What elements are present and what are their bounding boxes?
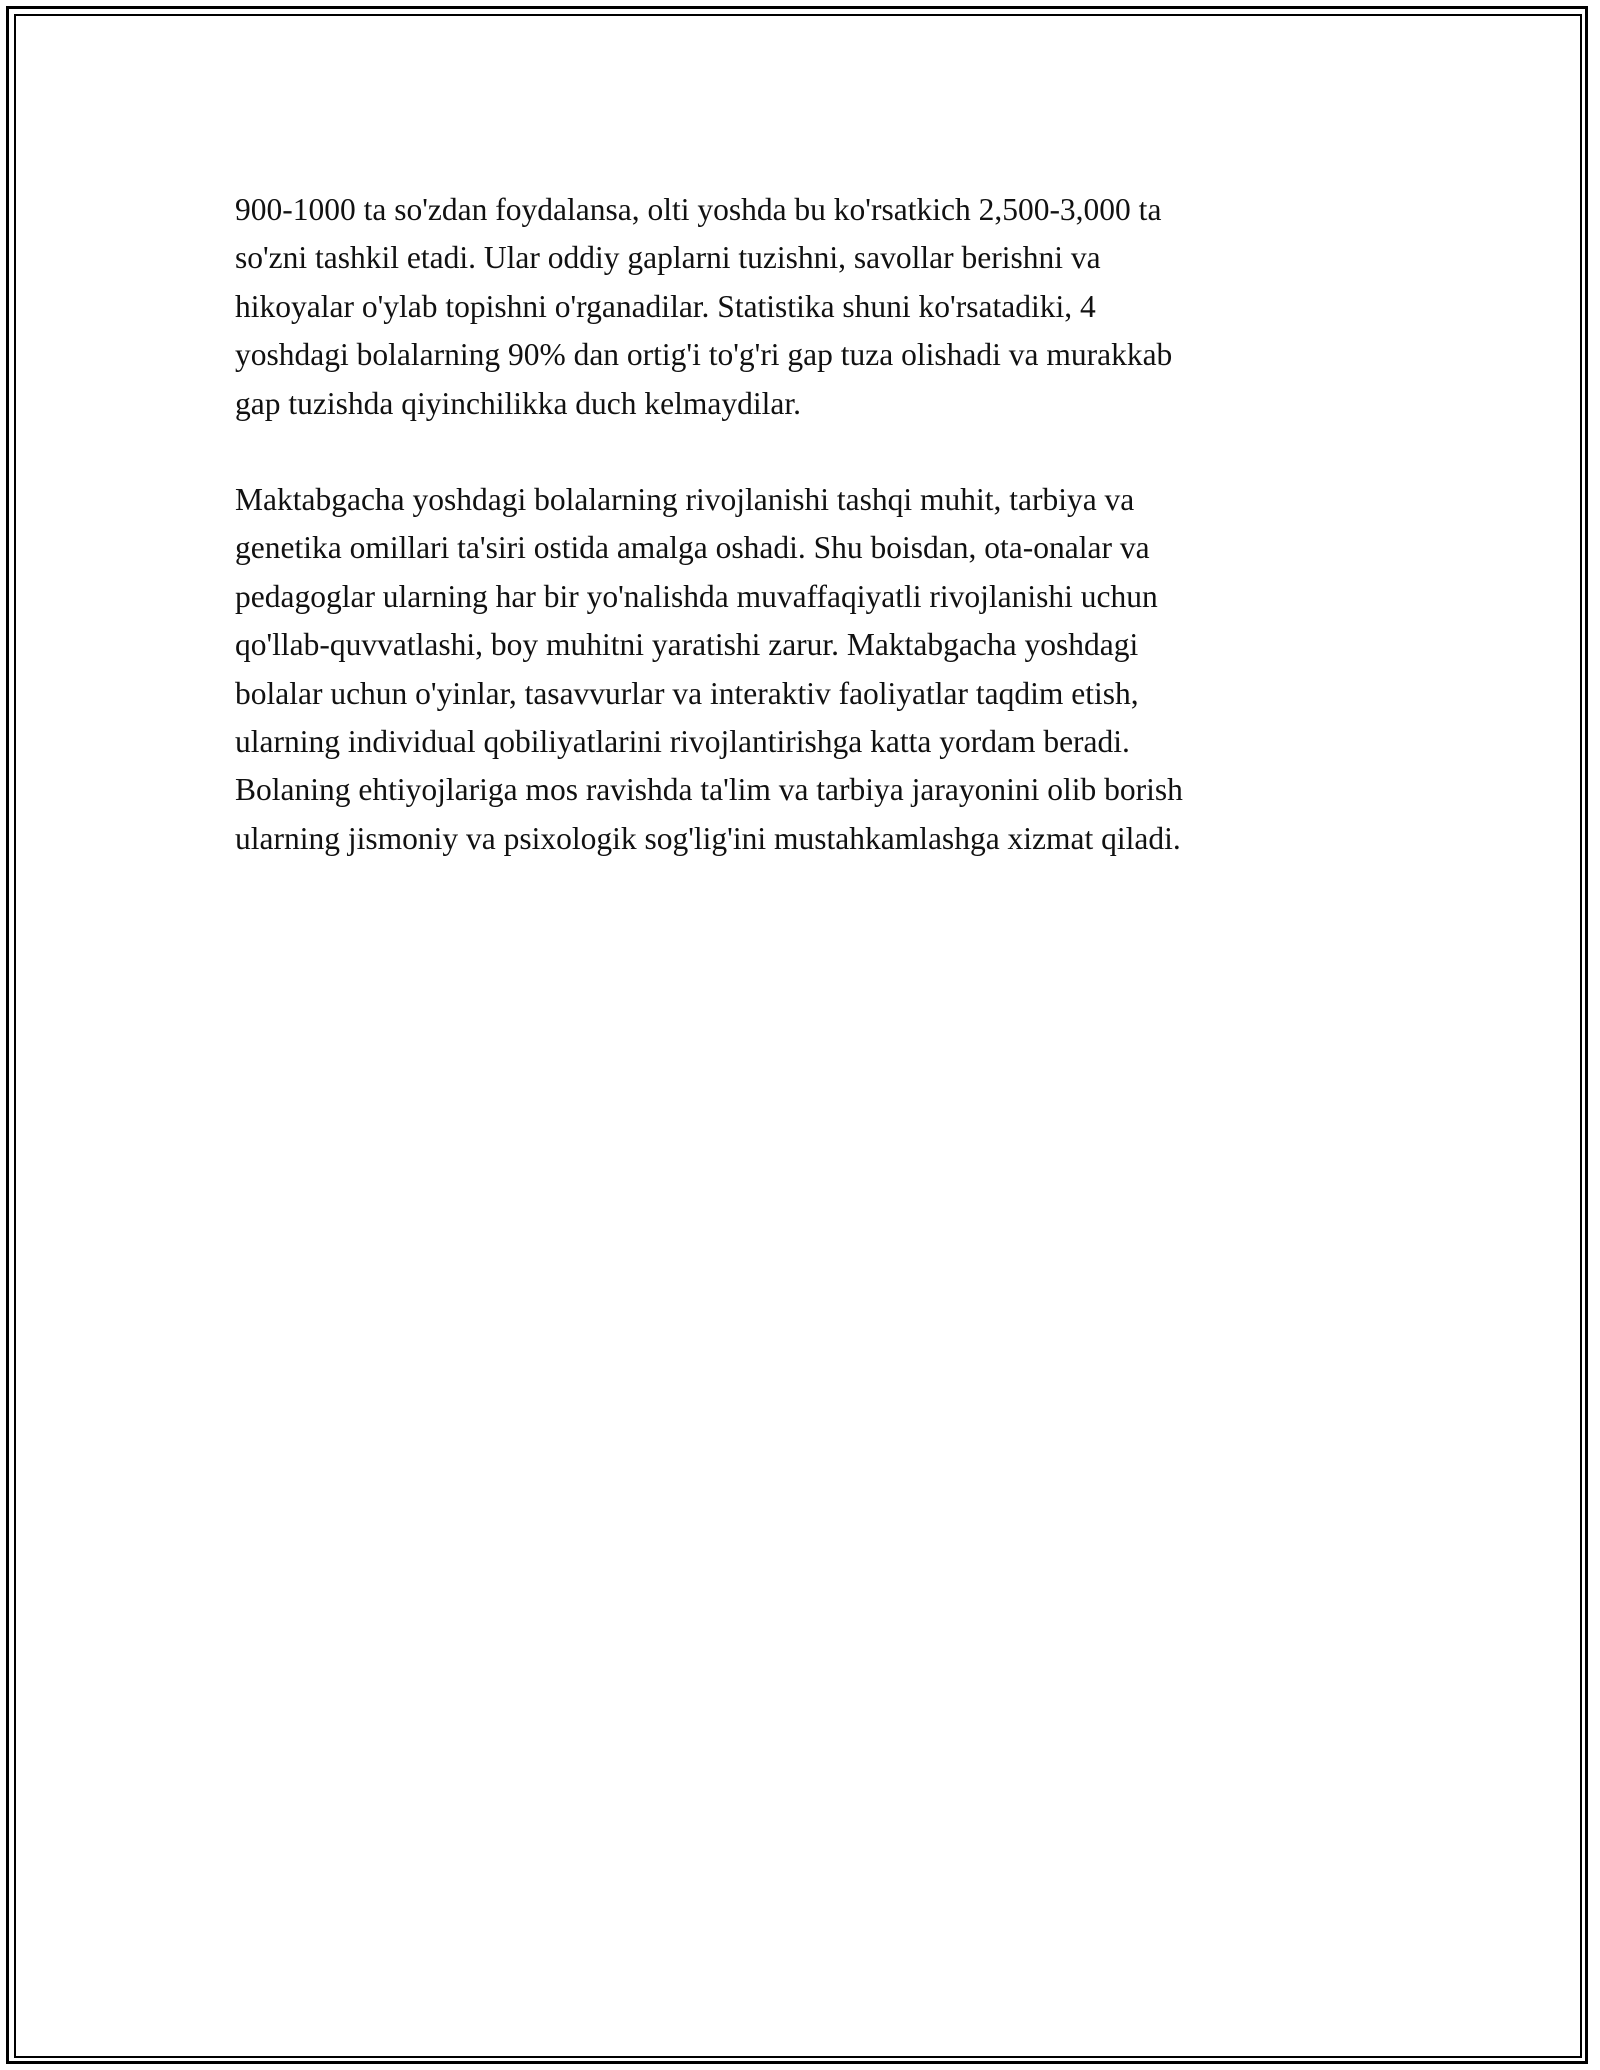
text-line: hikoyalar o'ylab topishni o'rganadilar. Statistika shuni ko'rsatadiki, 4	[235, 288, 1096, 324]
paragraph-2	[235, 476, 1365, 863]
paragraph-1	[235, 186, 1365, 428]
text-line: yoshdagi bolalarning 90% dan ortig'i to'g'ri gap tuza olishadi va murakkab	[235, 337, 1173, 373]
document-body	[235, 186, 1365, 863]
text-line: ularning jismoniy va psixologik sog'lig'ini mustahkamlashga xizmat qiladi.	[235, 820, 1181, 856]
text-line: bolalar uchun o'yinlar, tasavvurlar va interaktiv faoliyatlar taqdim etish,	[235, 675, 1139, 711]
text-line: genetika omillari ta'siri ostida amalga oshadi. Shu boisdan, ota-onalar va	[235, 530, 1150, 566]
text-line: pedagoglar ularning har bir yo'nalishda muvaffaqiyatli rivojlanishi uchun	[235, 578, 1158, 614]
text-line: qo'llab-quvvatlashi, boy muhitni yaratishi zarur. Maktabgacha yoshdagi	[235, 627, 1139, 663]
text-line: gap tuzishda qiyinchilikka duch kelmaydilar.	[235, 385, 801, 421]
text-line: ularning individual qobiliyatlarini rivojlantirishga katta yordam beradi.	[235, 724, 1130, 760]
text-line: so'zni tashkil etadi. Ular oddiy gaplarni tuzishni, savollar berishni va	[235, 240, 1101, 276]
text-line: Bolaning ehtiyojlariga mos ravishda ta'lim va tarbiya jarayonini olib borish	[235, 772, 1183, 808]
text-line: 900-1000 ta so'zdan foydalansa, olti yoshda bu ko'rsatkich 2,500-3,000 ta	[235, 192, 1162, 227]
text-line: Maktabgacha yoshdagi bolalarning rivojlanishi tashqi muhit, tarbiya va	[235, 482, 1135, 518]
